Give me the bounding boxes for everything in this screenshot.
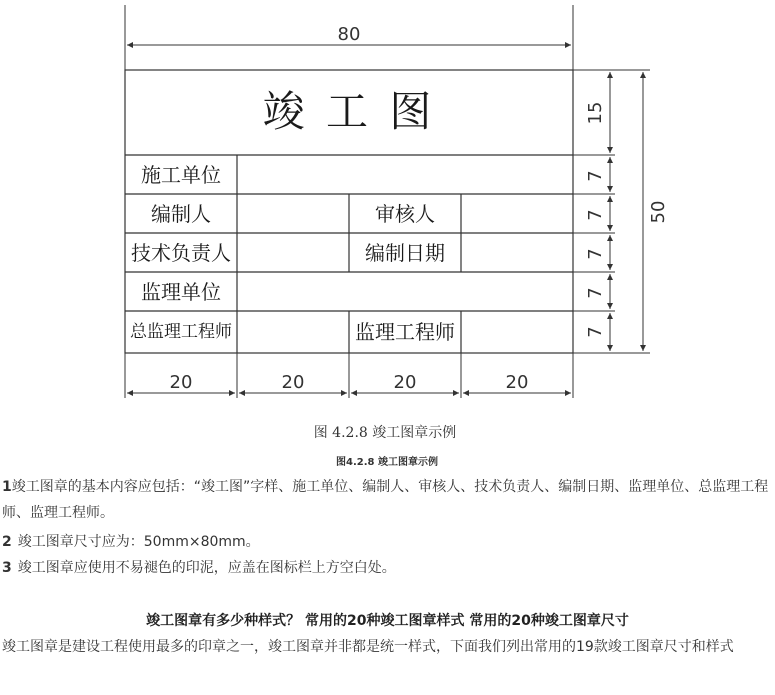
- item-number: 1: [2, 479, 12, 495]
- label-reviewer: 审核人: [375, 202, 435, 226]
- dimension-col3-label: 20: [393, 372, 417, 393]
- dimension-row2-label: 7: [585, 209, 606, 221]
- label-technical-lead: 技术负责人: [131, 241, 231, 265]
- dimension-height-label: 50: [648, 200, 669, 224]
- dimension-col1-label: 20: [169, 372, 193, 393]
- paragraph-item-1: [2, 474, 772, 526]
- item-text: 竣工图章尺寸应为：50mm×80mm。: [17, 534, 260, 550]
- dimension-row3-label: 7: [585, 248, 606, 260]
- dimension-row4-label: 7: [585, 287, 606, 299]
- stamp-title: 竣 工 图: [262, 87, 436, 136]
- figure-caption-small: 图4.2.8 竣工图章示例: [336, 457, 438, 468]
- item-text: 竣工图章的基本内容应包括：“竣工图”字样、施工单位、编制人、审核人、技术负责人、编制日期、监理单位、总监理工程师、监理工程师。: [2, 479, 769, 521]
- item-text: 竣工图章应使用不易褪色的印泥，应盖在图标栏上方空白处。: [17, 560, 396, 576]
- label-compile-date: 编制日期: [365, 241, 445, 265]
- paragraph-item-3: [2, 555, 772, 581]
- label-supervision-unit: 监理单位: [141, 280, 221, 304]
- figure-caption: 图 4.2.8 竣工图章示例: [313, 425, 457, 441]
- label-construction-unit: 施工单位: [141, 163, 221, 187]
- dimension-col2-label: 20: [281, 372, 305, 393]
- paragraph-intro: 竣工图章是建设工程使用最多的印章之一，竣工图章并非都是统一样式，下面我们列出常用的19款竣工图章尺寸和样式: [2, 639, 734, 655]
- item-number: 3: [2, 560, 12, 576]
- dimension-title-row-label: 15: [585, 101, 606, 125]
- label-supervision-engineer: 监理工程师: [355, 320, 455, 344]
- dimension-row5-label: 7: [585, 326, 606, 338]
- dimension-col4-label: 20: [505, 372, 529, 393]
- dimension-width-label: 80: [337, 24, 361, 45]
- label-chief-supervision-engineer: 总监理工程师: [130, 322, 232, 342]
- section-heading: 竣工图章有多少种样式？ 常用的20种竣工图章样式 常用的20种竣工图章尺寸: [146, 613, 629, 629]
- dimension-row1-label: 7: [585, 170, 606, 182]
- paragraph-item-2: [2, 529, 772, 555]
- item-number: 2: [2, 534, 12, 550]
- label-compiler: 编制人: [151, 202, 211, 226]
